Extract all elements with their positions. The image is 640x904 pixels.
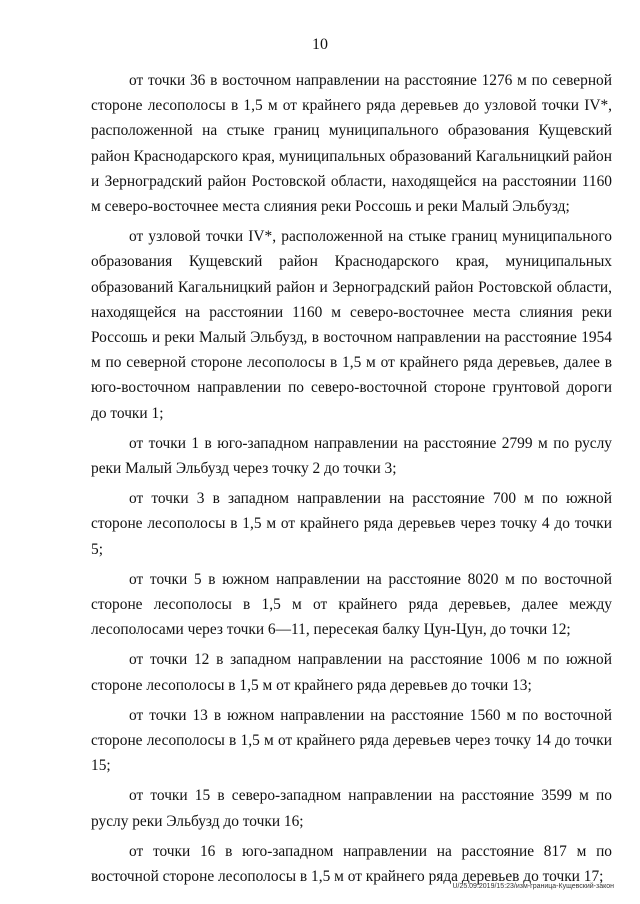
paragraph: от точки 16 в юго-западном направлении на расстояние 817 м по восточной стороне лесополосы в 1,5 м от крайнего ряда деревьев до точки 17; [91,842,612,886]
paragraph: от точки 3 в западном направлении на расстояние 700 м по южной стороне лесополосы в 1,5 м от крайнего ряда деревьев через точку 4 до точки 5; [91,490,612,558]
paragraph: от точки 1 в юго-западном направлении на расстояние 2799 м по руслу реки Малый Эльбузд через точку 2 до точки 3; [91,434,612,478]
page-number: 10 [312,36,328,53]
paragraph: от узловой точки IV*, расположенной на стыке границ муниципального образования Кущевский район Краснодарского края, муниципальных образований Кагальницкий район и Зерноградский район Ростовской области, находящейся на расстоянии 1160 м северо-восточнее места слияния реки Россошь и реки Малый Эльбузд, в восточном направлении на расстояние 1954 м по северной стороне лесополосы в 1,5 м от крайнего ряда деревьев, далее в юго-восточном направлении по северо-восточной стороне грунтовой дороги до точки 1; [91,228,612,422]
document-footer-stamp: U/25.09.2019/15:23/изм-граница-Кущевский-закон [452,883,614,890]
paragraph: от точки 13 в южном направлении на расстояние 1560 м по восточной стороне лесополосы в 1,5 м от крайнего ряда деревьев через точку 14 до точки 15; [91,706,612,775]
paragraph: от точки 12 в западном направлении на расстояние 1006 м по южной стороне лесополосы в 1,5 м от крайнего ряда деревьев до точки 13; [91,651,612,694]
paragraph: от точки 15 в северо-западном направлении на расстояние 3599 м по руслу реки Эльбузд до точки 16; [91,787,612,830]
document-body [91,68,612,894]
paragraph: от точки 5 в южном направлении на расстояние 8020 м по восточной стороне лесополосы в 1,5 м от крайнего ряда деревьев, далее между лесополосами через точки 6—11, пересекая балку Цун-Цун, до точки 12; [91,570,612,639]
paragraph: от точки 36 в восточном направлении на расстояние 1276 м по северной стороне лесополосы в 1,5 м от крайнего ряда деревьев до узловой точки IV*, расположенной на стыке границ муниципального образования Кущевский район Краснодарского края, муниципальных образований Кагальницкий район и Зерноградский район Ростовской области, находящейся на расстоянии 1160 м северо-восточнее места слияния реки Россошь и реки Малый Эльбузд; [91,72,612,216]
